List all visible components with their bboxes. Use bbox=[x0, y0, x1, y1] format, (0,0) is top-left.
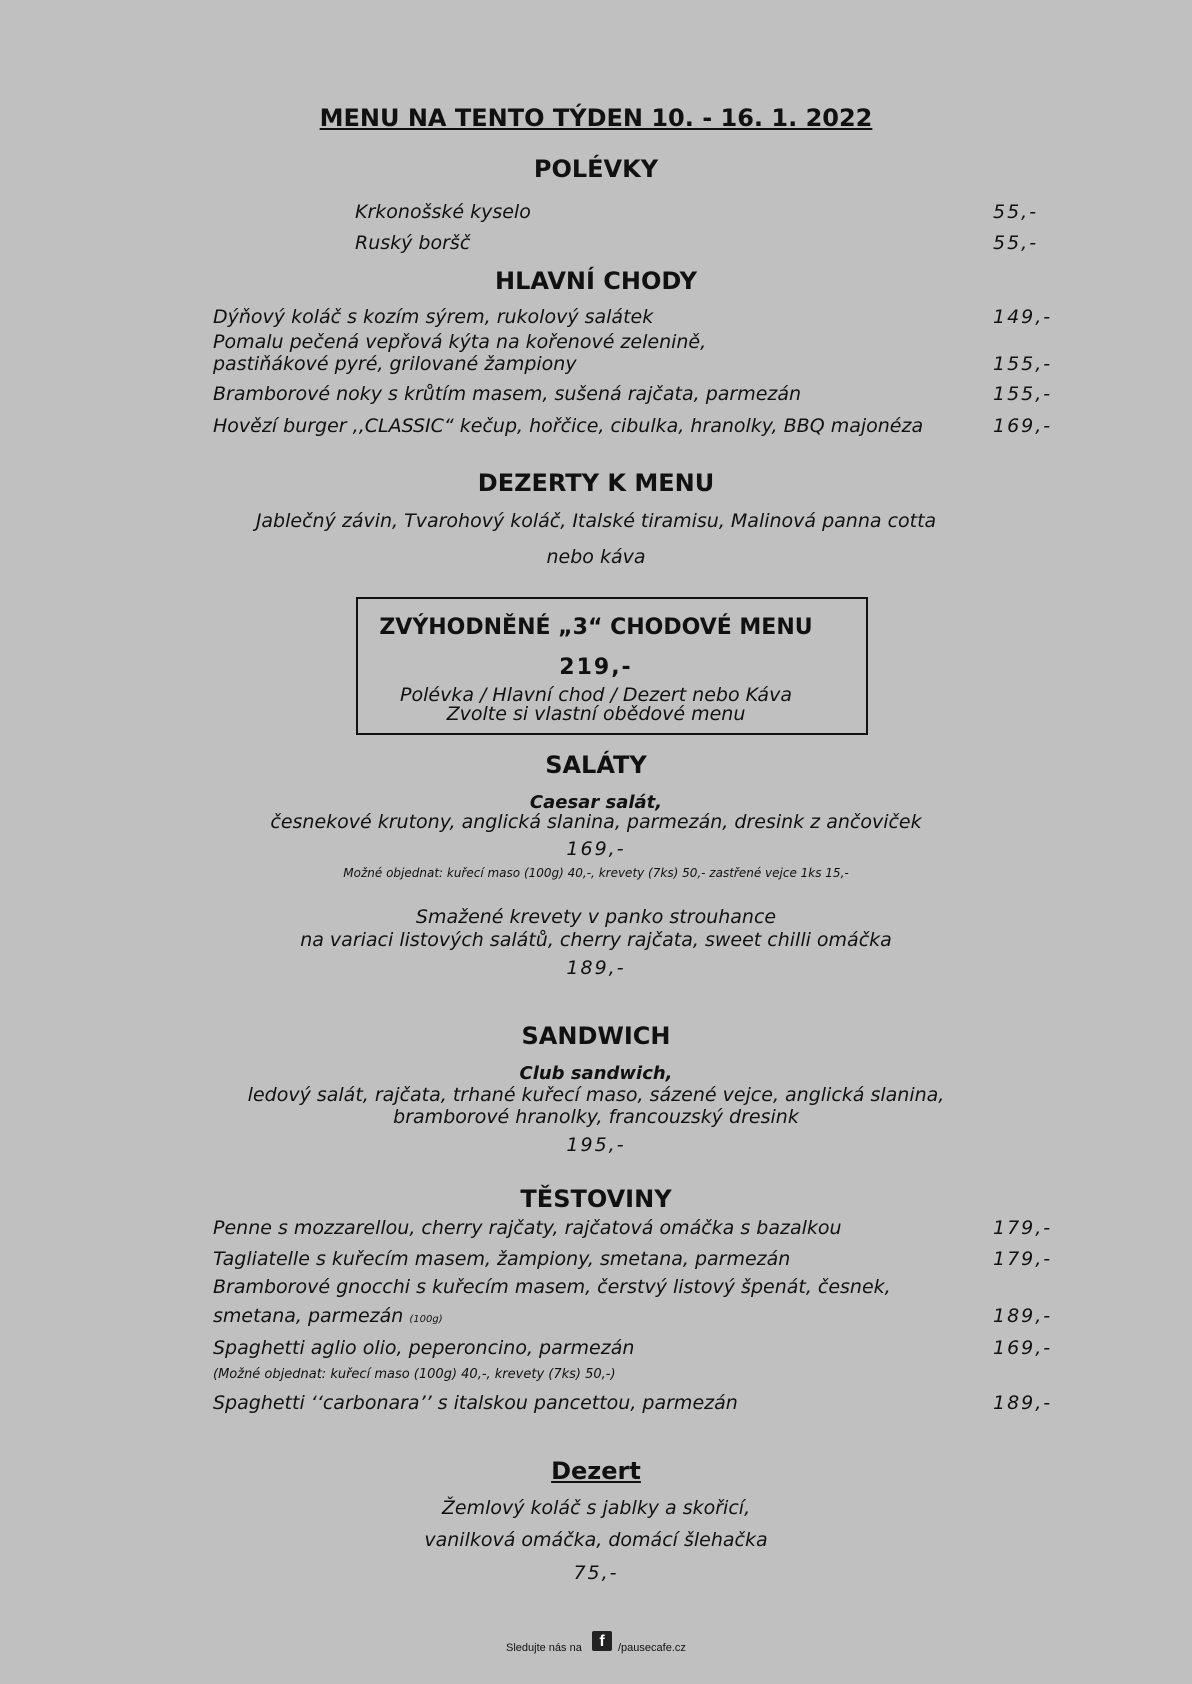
shrimp-price: 189,- bbox=[566, 957, 626, 979]
shrimp-line2: na variaci listových salátů, cherry rajčata, sweet chilli omáčka bbox=[300, 929, 892, 951]
caesar-price: 169,- bbox=[566, 838, 626, 860]
menu-desserts-heading: DEZERTY K MENU bbox=[477, 469, 715, 497]
pasta-item-price: 179,- bbox=[993, 1248, 1053, 1270]
pasta-item-name: Penne s mozzarellou, cherry rajčaty, rajčatová omáčka s bazalkou bbox=[213, 1217, 842, 1239]
main-item-name-line2: pastiňákové pyré, grilované žampiony bbox=[213, 353, 577, 375]
soup-item-price: 55,- bbox=[993, 201, 1039, 223]
pasta-item-price: 189,- bbox=[993, 1392, 1053, 1414]
page-title: MENU NA TENTO TÝDEN 10. - 16. 1. 2022 bbox=[319, 104, 873, 132]
caesar-description: česnekové krutony, anglická slanina, parmezán, dresink z ančoviček bbox=[270, 811, 922, 833]
dessert-heading: Dezert bbox=[551, 1457, 641, 1485]
pasta-item-name-line2-text: smetana, parmezán bbox=[213, 1305, 404, 1327]
mains-heading: HLAVNÍ CHODY bbox=[495, 267, 697, 295]
pasta-item-note: (Možné objednat: kuřecí maso (100g) 40,-, krevety (7ks) 50,-) bbox=[213, 1367, 616, 1382]
special-menu-price: 219,- bbox=[559, 655, 633, 680]
soups-heading: POLÉVKY bbox=[533, 155, 659, 183]
pasta-item-name-line2 bbox=[213, 1305, 443, 1327]
sandwich-name: Club sandwich, bbox=[519, 1063, 673, 1084]
footer-follow-text: Sledujte nás na bbox=[506, 1642, 582, 1654]
sandwich-price: 195,- bbox=[566, 1134, 626, 1156]
facebook-icon[interactable]: f bbox=[592, 1631, 612, 1651]
main-item-price: 149,- bbox=[993, 306, 1053, 328]
main-item-name: Dýňový koláč s kozím sýrem, rukolový salátek bbox=[213, 306, 654, 328]
pasta-item-name: Tagliatelle s kuřecím masem, žampiony, smetana, parmezán bbox=[213, 1248, 791, 1270]
special-menu-heading: ZVÝHODNĚNÉ „3“ CHODOVÉ MENU bbox=[379, 615, 813, 640]
main-item-name: Hovězí burger ,,CLASSIC“ kečup, hořčice, cibulka, hranolky, BBQ majonéza bbox=[213, 415, 924, 437]
pasta-item-price: 179,- bbox=[993, 1217, 1053, 1239]
shrimp-line1: Smažené krevety v panko strouhance bbox=[415, 906, 777, 928]
pasta-item-weight: (100g) bbox=[409, 1314, 443, 1325]
pasta-heading: TĚSTOVINY bbox=[520, 1185, 672, 1213]
main-item-price: 155,- bbox=[993, 383, 1053, 405]
menu-desserts-or-coffee: nebo káva bbox=[546, 546, 646, 568]
main-item-name: Bramborové noky s krůtím masem, sušená rajčata, parmezán bbox=[213, 383, 802, 405]
dessert-price: 75,- bbox=[573, 1562, 619, 1584]
main-item-name-line1: Pomalu pečená vepřová kýta na kořenové zelenině, bbox=[213, 331, 707, 353]
soup-item-price: 55,- bbox=[993, 232, 1039, 254]
soup-item-name: Ruský boršč bbox=[355, 232, 471, 254]
menu-desserts-list: Jablečný závin, Tvarohový koláč, Italské tiramisu, Malinová panna cotta bbox=[255, 510, 937, 532]
dessert-line2: vanilková omáčka, domácí šlehačka bbox=[424, 1529, 768, 1551]
main-item-price: 155,- bbox=[993, 353, 1053, 375]
pasta-item-name-line1: Bramborové gnocchi s kuřecím masem, čerstvý listový špenát, česnek, bbox=[213, 1276, 891, 1298]
caesar-note: Možné objednat: kuřecí maso (100g) 40,-, krevety (7ks) 50,- zastřené vejce 1ks 15,- bbox=[343, 866, 849, 880]
caesar-name: Caesar salát, bbox=[529, 792, 663, 813]
main-item-price: 169,- bbox=[993, 415, 1053, 437]
pasta-item-name: Spaghetti aglio olio, peperoncino, parmezán bbox=[213, 1337, 635, 1359]
sandwich-line2: bramborové hranolky, francouzský dresink bbox=[393, 1106, 799, 1128]
pasta-item-price: 169,- bbox=[993, 1337, 1053, 1359]
pasta-item-price: 189,- bbox=[993, 1305, 1053, 1327]
pasta-item-name: Spaghetti ‘‘carbonara’’ s italskou pancettou, parmezán bbox=[213, 1392, 738, 1414]
sandwich-line1: ledový salát, rajčata, trhané kuřecí maso, sázené vejce, anglická slanina, bbox=[247, 1084, 945, 1106]
salads-heading: SALÁTY bbox=[545, 751, 647, 779]
soup-item-name: Krkonošské kyselo bbox=[355, 201, 531, 223]
dessert-line1: Žemlový koláč s jablky a skořicí, bbox=[441, 1497, 751, 1519]
special-menu-line1: Polévka / Hlavní chod / Dezert nebo Káva bbox=[400, 684, 792, 706]
footer-handle-link[interactable]: /pausecafe.cz bbox=[618, 1642, 686, 1654]
sandwich-heading: SANDWICH bbox=[521, 1022, 671, 1050]
special-menu-line2: Zvolte si vlastní obědové menu bbox=[446, 703, 746, 725]
